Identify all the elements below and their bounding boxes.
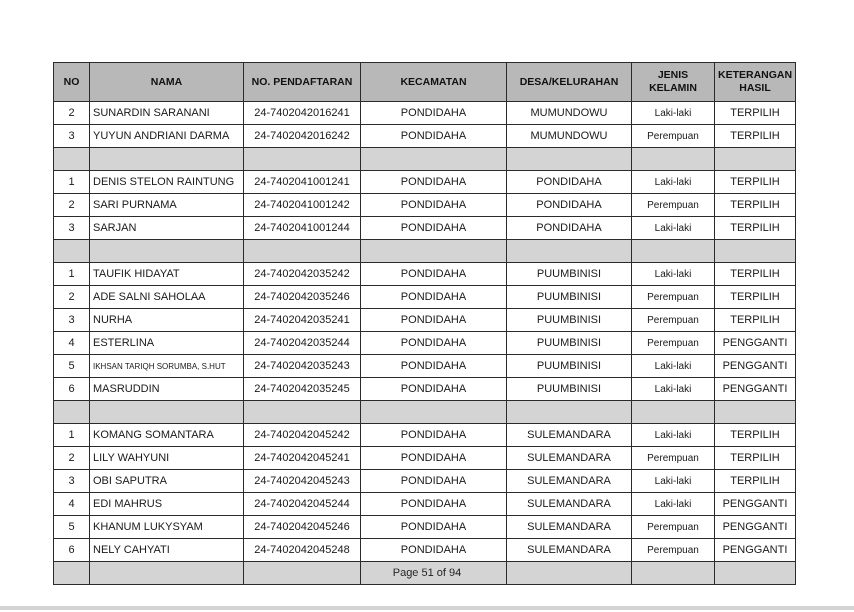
cell-nama: OBI SAPUTRA: [90, 470, 244, 493]
cell-nama: IKHSAN TARIQH SORUMBA, S.HUT: [90, 355, 244, 378]
cell-jenis-kelamin: Laki-laki: [632, 424, 715, 447]
separator-cell: [715, 401, 796, 424]
cell-nama: ADE SALNI SAHOLAA: [90, 286, 244, 309]
table-row: [54, 286, 796, 309]
separator-cell: [54, 240, 90, 263]
cell-kecamatan: PONDIDAHA: [361, 286, 507, 309]
cell-keterangan-hasil: TERPILIH: [715, 424, 796, 447]
cell-nama: DENIS STELON RAINTUNG: [90, 171, 244, 194]
header-keterangan-hasil: KETERANGAN HASIL: [715, 63, 796, 102]
separator-cell: [507, 148, 632, 171]
cell-keterangan-hasil: PENGGANTI: [715, 493, 796, 516]
separator-cell: [90, 401, 244, 424]
cell-no: 6: [54, 378, 90, 401]
cell-jenis-kelamin: Laki-laki: [632, 217, 715, 240]
separator-cell: [632, 148, 715, 171]
cell-no: 1: [54, 263, 90, 286]
group-separator: [54, 401, 796, 424]
cell-desa-kelurahan: SULEMANDARA: [507, 447, 632, 470]
cell-no: 4: [54, 332, 90, 355]
cell-jenis-kelamin: Perempuan: [632, 516, 715, 539]
cell-no: 2: [54, 447, 90, 470]
table-row: [54, 125, 796, 148]
separator-cell: [90, 148, 244, 171]
table-row: [54, 355, 796, 378]
cell-keterangan-hasil: TERPILIH: [715, 309, 796, 332]
cell-desa-kelurahan: SULEMANDARA: [507, 516, 632, 539]
cell-nama: NURHA: [90, 309, 244, 332]
cell-kecamatan: PONDIDAHA: [361, 424, 507, 447]
cell-kecamatan: PONDIDAHA: [361, 125, 507, 148]
cell-jenis-kelamin: Laki-laki: [632, 102, 715, 125]
cell-kecamatan: PONDIDAHA: [361, 493, 507, 516]
cell-no-pendaftaran: 24-7402041001241: [244, 171, 361, 194]
cell-keterangan-hasil: PENGGANTI: [715, 332, 796, 355]
cell-jenis-kelamin: Perempuan: [632, 447, 715, 470]
cell-kecamatan: PONDIDAHA: [361, 309, 507, 332]
cell-jenis-kelamin: Perempuan: [632, 309, 715, 332]
table-row: [54, 539, 796, 562]
cell-no: 5: [54, 355, 90, 378]
cell-no-pendaftaran: 24-7402041001244: [244, 217, 361, 240]
cell-no-pendaftaran: 24-7402042045246: [244, 516, 361, 539]
cell-keterangan-hasil: PENGGANTI: [715, 539, 796, 562]
table-row: [54, 516, 796, 539]
cell-jenis-kelamin: Perempuan: [632, 332, 715, 355]
separator-cell: [361, 148, 507, 171]
cell-jenis-kelamin: Perempuan: [632, 286, 715, 309]
cell-desa-kelurahan: MUMUNDOWU: [507, 125, 632, 148]
table-header: [54, 63, 796, 102]
cell-no-pendaftaran: 24-7402042035244: [244, 332, 361, 355]
cell-keterangan-hasil: PENGGANTI: [715, 516, 796, 539]
cell-no: 2: [54, 286, 90, 309]
cell-no-pendaftaran: 24-7402042045242: [244, 424, 361, 447]
cell-nama: EDI MAHRUS: [90, 493, 244, 516]
header-desa-kelurahan: DESA/KELURAHAN: [507, 63, 632, 102]
separator-cell: [632, 240, 715, 263]
cell-jenis-kelamin: Laki-laki: [632, 355, 715, 378]
header-kecamatan: KECAMATAN: [361, 63, 507, 102]
cell-kecamatan: PONDIDAHA: [361, 355, 507, 378]
cell-kecamatan: PONDIDAHA: [361, 539, 507, 562]
cell-kecamatan: PONDIDAHA: [361, 102, 507, 125]
cell-no-pendaftaran: 24-7402042045248: [244, 539, 361, 562]
cell-no-pendaftaran: 24-7402042035242: [244, 263, 361, 286]
table-row: [54, 102, 796, 125]
cell-jenis-kelamin: Laki-laki: [632, 263, 715, 286]
page-bottom-divider: [0, 606, 854, 610]
table-row: [54, 194, 796, 217]
table-row: [54, 447, 796, 470]
cell-no: 3: [54, 309, 90, 332]
registration-table: [53, 62, 796, 585]
cell-nama: SUNARDIN SARANANI: [90, 102, 244, 125]
table-row: [54, 378, 796, 401]
group-separator: [54, 240, 796, 263]
cell-jenis-kelamin: Perempuan: [632, 539, 715, 562]
cell-no-pendaftaran: 24-7402042035243: [244, 355, 361, 378]
cell-desa-kelurahan: PUUMBINISI: [507, 332, 632, 355]
cell-no-pendaftaran: 24-7402042035246: [244, 286, 361, 309]
header-nama: NAMA: [90, 63, 244, 102]
header-jenis-kelamin: JENIS KELAMIN: [632, 63, 715, 102]
cell-no-pendaftaran: 24-7402041001242: [244, 194, 361, 217]
separator-cell: [361, 401, 507, 424]
cell-nama: NELY CAHYATI: [90, 539, 244, 562]
cell-desa-kelurahan: PONDIDAHA: [507, 194, 632, 217]
cell-kecamatan: PONDIDAHA: [361, 194, 507, 217]
cell-desa-kelurahan: PUUMBINISI: [507, 263, 632, 286]
table-row: [54, 309, 796, 332]
cell-desa-kelurahan: SULEMANDARA: [507, 424, 632, 447]
cell-keterangan-hasil: TERPILIH: [715, 447, 796, 470]
cell-desa-kelurahan: PUUMBINISI: [507, 309, 632, 332]
cell-keterangan-hasil: PENGGANTI: [715, 378, 796, 401]
separator-cell: [54, 401, 90, 424]
cell-kecamatan: PONDIDAHA: [361, 470, 507, 493]
table-row: [54, 171, 796, 194]
cell-keterangan-hasil: TERPILIH: [715, 217, 796, 240]
header-no: NO: [54, 63, 90, 102]
cell-nama: SARI PURNAMA: [90, 194, 244, 217]
cell-keterangan-hasil: TERPILIH: [715, 171, 796, 194]
cell-no: 3: [54, 217, 90, 240]
separator-cell: [632, 401, 715, 424]
header-no-pendaftaran: NO. PENDAFTARAN: [244, 63, 361, 102]
cell-no-pendaftaran: 24-7402042016241: [244, 102, 361, 125]
table-row: [54, 217, 796, 240]
cell-kecamatan: PONDIDAHA: [361, 217, 507, 240]
separator-cell: [361, 240, 507, 263]
cell-kecamatan: PONDIDAHA: [361, 263, 507, 286]
table-row: [54, 332, 796, 355]
cell-kecamatan: PONDIDAHA: [361, 332, 507, 355]
page-number: Page 51 of 94: [392, 567, 462, 579]
cell-no-pendaftaran: 24-7402042045243: [244, 470, 361, 493]
separator-cell: [715, 148, 796, 171]
separator-cell: [244, 148, 361, 171]
cell-no-pendaftaran: 24-7402042045244: [244, 493, 361, 516]
cell-kecamatan: PONDIDAHA: [361, 378, 507, 401]
cell-no: 6: [54, 539, 90, 562]
header-row: [54, 63, 796, 102]
cell-keterangan-hasil: TERPILIH: [715, 470, 796, 493]
cell-nama: MASRUDDIN: [90, 378, 244, 401]
cell-jenis-kelamin: Perempuan: [632, 194, 715, 217]
cell-no: 2: [54, 194, 90, 217]
cell-no-pendaftaran: 24-7402042035245: [244, 378, 361, 401]
separator-cell: [244, 240, 361, 263]
cell-desa-kelurahan: SULEMANDARA: [507, 493, 632, 516]
cell-jenis-kelamin: Laki-laki: [632, 493, 715, 516]
table-row: [54, 263, 796, 286]
table-row: [54, 493, 796, 516]
cell-kecamatan: PONDIDAHA: [361, 447, 507, 470]
separator-cell: [90, 240, 244, 263]
cell-nama: TAUFIK HIDAYAT: [90, 263, 244, 286]
cell-desa-kelurahan: SULEMANDARA: [507, 470, 632, 493]
cell-jenis-kelamin: Laki-laki: [632, 470, 715, 493]
separator-cell: [54, 148, 90, 171]
cell-no-pendaftaran: 24-7402042016242: [244, 125, 361, 148]
cell-no: 3: [54, 470, 90, 493]
cell-nama: YUYUN ANDRIANI DARMA: [90, 125, 244, 148]
cell-desa-kelurahan: SULEMANDARA: [507, 539, 632, 562]
cell-nama: SARJAN: [90, 217, 244, 240]
cell-nama: ESTERLINA: [90, 332, 244, 355]
cell-keterangan-hasil: TERPILIH: [715, 286, 796, 309]
cell-no-pendaftaran: 24-7402042045241: [244, 447, 361, 470]
cell-no: 2: [54, 102, 90, 125]
separator-cell: [715, 240, 796, 263]
cell-no: 1: [54, 424, 90, 447]
cell-nama: KOMANG SOMANTARA: [90, 424, 244, 447]
cell-jenis-kelamin: Laki-laki: [632, 378, 715, 401]
separator-cell: [507, 240, 632, 263]
cell-kecamatan: PONDIDAHA: [361, 516, 507, 539]
cell-no-pendaftaran: 24-7402042035241: [244, 309, 361, 332]
cell-desa-kelurahan: PONDIDAHA: [507, 217, 632, 240]
cell-desa-kelurahan: PONDIDAHA: [507, 171, 632, 194]
cell-keterangan-hasil: PENGGANTI: [715, 355, 796, 378]
cell-kecamatan: PONDIDAHA: [361, 171, 507, 194]
cell-nama: KHANUM LUKYSYAM: [90, 516, 244, 539]
table-row: [54, 470, 796, 493]
separator-cell: [244, 401, 361, 424]
separator-cell: [507, 401, 632, 424]
group-separator: [54, 148, 796, 171]
cell-desa-kelurahan: PUUMBINISI: [507, 378, 632, 401]
cell-keterangan-hasil: TERPILIH: [715, 263, 796, 286]
table-body: [54, 102, 796, 585]
cell-no: 5: [54, 516, 90, 539]
cell-jenis-kelamin: Perempuan: [632, 125, 715, 148]
cell-keterangan-hasil: TERPILIH: [715, 102, 796, 125]
cell-desa-kelurahan: MUMUNDOWU: [507, 102, 632, 125]
cell-desa-kelurahan: PUUMBINISI: [507, 355, 632, 378]
cell-desa-kelurahan: PUUMBINISI: [507, 286, 632, 309]
table-row: [54, 424, 796, 447]
cell-no: 1: [54, 171, 90, 194]
cell-keterangan-hasil: TERPILIH: [715, 125, 796, 148]
cell-jenis-kelamin: Laki-laki: [632, 171, 715, 194]
cell-keterangan-hasil: TERPILIH: [715, 194, 796, 217]
cell-nama: LILY WAHYUNI: [90, 447, 244, 470]
cell-no: 3: [54, 125, 90, 148]
cell-no: 4: [54, 493, 90, 516]
